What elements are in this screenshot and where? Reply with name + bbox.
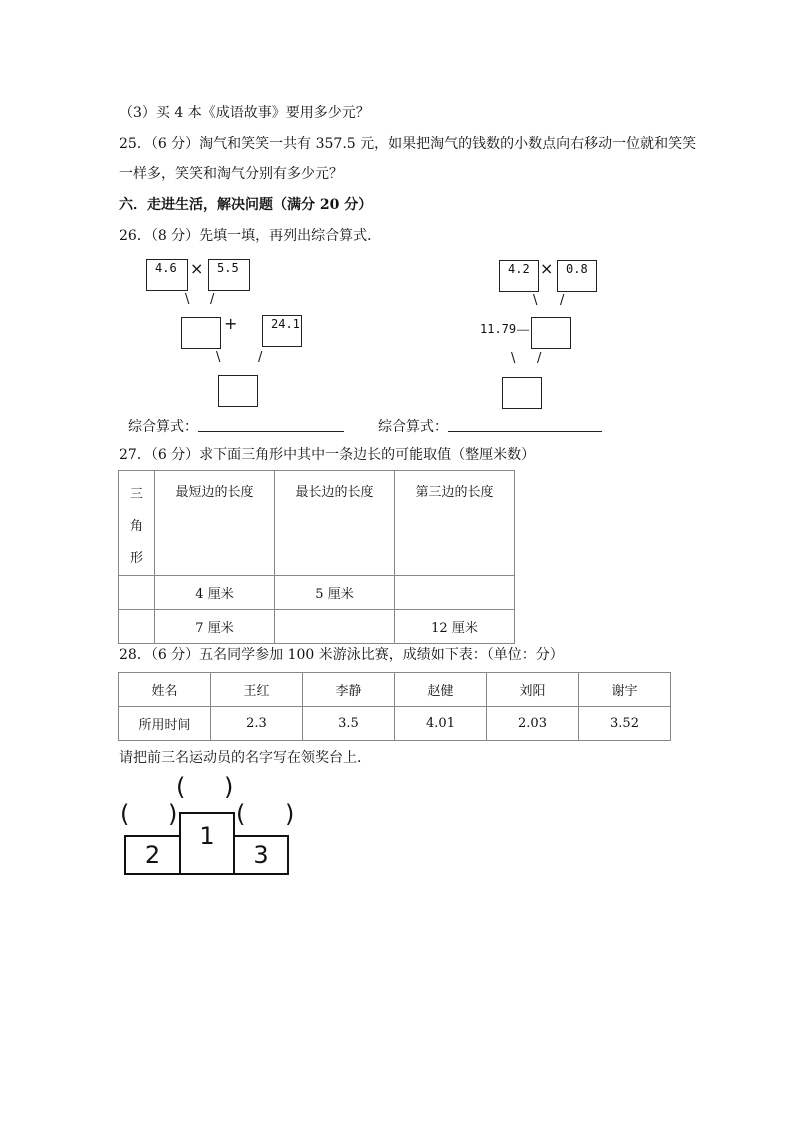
slash-right-2: / xyxy=(560,293,565,308)
table-corner-label: 三 角 形 xyxy=(119,471,155,576)
box-left-b: 5.5 xyxy=(208,259,250,291)
paren-open-1: ( xyxy=(176,773,186,801)
q26-prompt: 26．（8 分）先填一填，再列出综合算式． xyxy=(119,228,382,244)
slash-right-3: \ xyxy=(511,351,516,366)
box-right-b: 0.8 xyxy=(557,260,597,292)
minus-sign: － xyxy=(515,321,532,340)
box-left-a: 4.6 xyxy=(146,259,188,291)
podium-first-place: 1 xyxy=(179,812,235,875)
formula-blank-left[interactable] xyxy=(198,431,344,432)
times-sign-left: × xyxy=(190,259,204,278)
box-right-a: 4.2 xyxy=(499,260,539,292)
table-row: 姓名 王红 李静 赵健 刘阳 谢宇 xyxy=(119,673,671,707)
q24-part3: （3）买 4 本《成语故事》要用多少元？ xyxy=(119,105,370,121)
table-row: 所用时间 2.3 3.5 4.01 2.03 3.52 xyxy=(119,707,671,741)
slash-left-2: / xyxy=(210,292,215,307)
q28-prompt: 28．（6 分）五名同学参加 100 米游泳比赛，成绩如下表：（单位：分） xyxy=(119,647,564,663)
podium-second-place: 2 xyxy=(124,835,181,875)
table-row: 7 厘米 12 厘米 xyxy=(119,610,515,644)
answer-cell[interactable] xyxy=(395,576,515,610)
table-row: 4 厘米 5 厘米 xyxy=(119,576,515,610)
times-sign-right: × xyxy=(540,259,554,278)
box-right-mid xyxy=(531,317,571,349)
paren-open-3: ( xyxy=(236,800,246,828)
section-6-heading: 六．走进生活，解决问题（满分 20 分） xyxy=(119,197,373,213)
box-right-result xyxy=(502,377,542,409)
header-longest: 最长边的长度 xyxy=(275,471,395,576)
podium-third-place: 3 xyxy=(233,835,289,875)
paren-close-2: ) xyxy=(168,800,178,828)
box-left-mid xyxy=(181,317,221,349)
formula-blank-right[interactable] xyxy=(448,431,602,432)
slash-left-1: \ xyxy=(185,292,190,307)
header-shortest: 最短边的长度 xyxy=(155,471,275,576)
slash-left-3: \ xyxy=(216,350,221,365)
box-left-c: 24.1 xyxy=(262,315,302,347)
answer-cell[interactable] xyxy=(275,610,395,644)
swim-times-table xyxy=(118,672,671,741)
slash-right-4: / xyxy=(537,351,542,366)
plus-sign: + xyxy=(224,314,238,333)
slash-left-4: / xyxy=(258,350,263,365)
q25-line1: 25．（6 分）淘气和笑笑一共有 357.5 元，如果把淘气的钱数的小数点向右移动一位就和笑笑 xyxy=(119,136,697,152)
slash-right-1: \ xyxy=(533,293,538,308)
right-left-number: 11.79 xyxy=(480,322,517,336)
podium-prompt: 请把前三名运动员的名字写在领奖台上． xyxy=(119,750,371,766)
formula-label-right: 综合算式： xyxy=(378,419,448,435)
q25-line2: 一样多，笑笑和淘气分别有多少元？ xyxy=(119,166,343,182)
paren-close-3: ) xyxy=(285,800,295,828)
box-left-result xyxy=(218,375,258,407)
paren-close-1: ) xyxy=(224,773,234,801)
q27-prompt: 27．（6 分）求下面三角形中其中一条边长的可能取值（整厘米数） xyxy=(119,447,536,463)
triangle-table xyxy=(118,470,515,644)
formula-label-left: 综合算式： xyxy=(128,419,198,435)
paren-open-2: ( xyxy=(120,800,130,828)
header-third: 第三边的长度 xyxy=(395,471,515,576)
